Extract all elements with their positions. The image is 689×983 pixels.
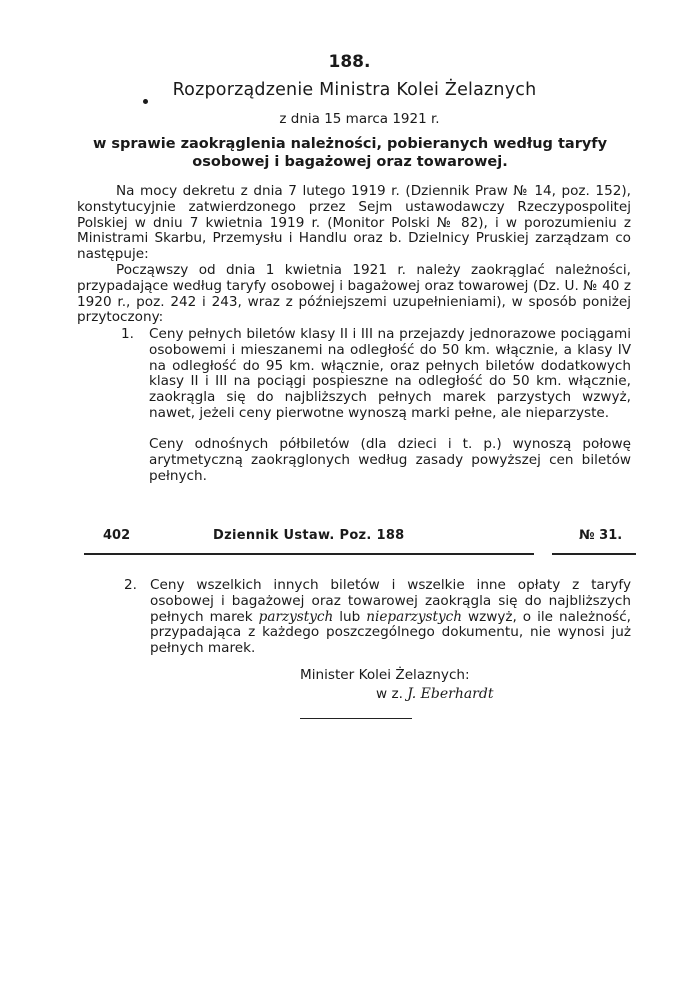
regulation-number: 188.: [328, 52, 371, 72]
item-1-halfticket-text: Ceny odnośnych półbiletów (dla dzieci i t. p.) wynoszą połowę arytmetyczną zaokrąglonych według zasady powyższej cen biletów pełnych.: [149, 436, 631, 484]
footer-page-number: 402: [103, 528, 131, 543]
signature-prefix: w z.: [376, 686, 403, 702]
item-2-italic-parzystych: parzystych: [258, 608, 334, 625]
footer-divider-rule: [84, 553, 534, 555]
item-2-number: 2.: [124, 577, 137, 593]
signer-name: J. Eberhardt: [407, 686, 494, 702]
signature-title: Minister Kolei Żelaznych:: [300, 667, 470, 683]
regulation-title: Rozporządzenie Ministra Kolei Żelaznych: [172, 80, 537, 100]
item-2-italic-nieparzystych: nieparzystych: [366, 608, 463, 625]
closing-rule: [300, 718, 412, 719]
item-2-text-part1: Ceny wszelkich innych biletów i wszelkie inne opłaty z taryfy osobowej i bagażowej oraz towarowej zaokrągla się do najbliższych pełnych marek: [150, 577, 631, 625]
regulation-subject: w sprawie zaokrąglenia należności, pobieranych według taryfy osobowej i bagażowej oraz towarowej.: [92, 136, 608, 170]
item-1-text: Ceny pełnych biletów klasy II i III na przejazdy jednorazowe pociągami osobowemi i mieszanemi na odległość do 50 km. włącznie, a klasy IV na odległość do 95 km. włącznie, oraz pełnych biletów dodatkowych klasy II i III na pociągi pospieszne na odległość do 50 km. włącznie, zaokrągla się do najbliższych pełnych marek parzystych wzwyż, nawet, jeżeli ceny pierwotne wynoszą marki pełne, ale nieparzyste.: [149, 326, 631, 421]
footer-divider-rule-right: [552, 553, 636, 555]
signature-line: [376, 686, 493, 702]
main-paragraph: Począwszy od dnia 1 kwietnia 1921 r. należy zaokrąglać należności, przypadające według taryfy osobowej i bagażowej oraz towarowej (Dz. U. № 40 z 1920 r., poz. 242 i 243, wraz z późniejszemi uzupełnieniami), w sposób poniżej przytoczony:: [77, 262, 631, 326]
item-2-text-part2: lub: [333, 608, 367, 625]
item-2-text-part3: wzwyż, o ile należność, przypadająca z każdego poszczególnego dokumentu, nie wynosi już pełnych marek.: [150, 608, 631, 657]
footer-issue-number: № 31.: [579, 528, 623, 543]
footer-journal-title: Dziennik Ustaw. Poz. 188: [213, 528, 405, 543]
regulation-date: z dnia 15 marca 1921 r.: [279, 111, 440, 127]
item-1-number: 1.: [121, 326, 134, 342]
item-2-text: [150, 578, 631, 657]
intro-paragraph: Na mocy dekretu z dnia 7 lutego 1919 r. (Dziennik Praw № 14, poz. 152), konstytucyjnie zatwierdzonego przez Sejm ustawodawczy Rzeczypospolitej Polskiej w dniu 7 kwietnia 1919 r. (Monitor Polski № 82), i w porozumieniu z Ministrami Skarbu, Przemysłu i Handlu oraz b. Dzielnicy Pruskiej zarządzam co następuje:: [77, 183, 631, 263]
